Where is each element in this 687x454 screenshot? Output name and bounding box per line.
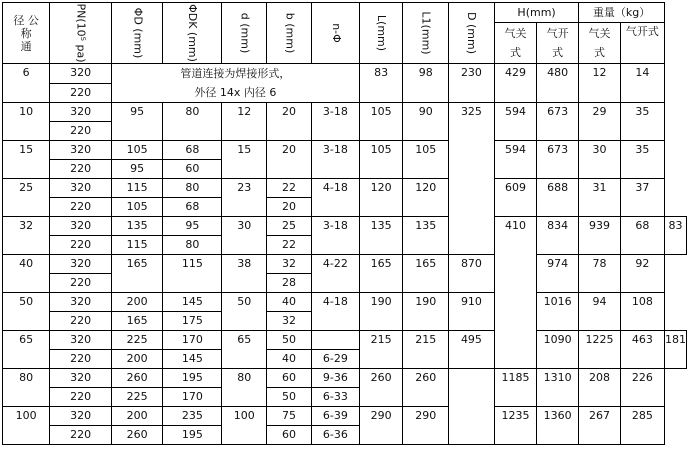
cell-phi-d: 225 <box>111 388 163 407</box>
cell-pn: 220 <box>50 426 111 445</box>
cell-w-open: 108 <box>620 293 664 331</box>
cell-d: 80 <box>222 369 267 407</box>
cell-w-close: 12 <box>579 64 620 103</box>
table-row <box>3 407 687 426</box>
cell-pn: 220 <box>50 198 111 217</box>
cell-h-open: 673 <box>537 103 579 141</box>
cell-h-open: 974 <box>537 255 579 293</box>
cell-l: 120 <box>359 179 403 217</box>
table-row <box>3 369 687 388</box>
header-phi-dk: ΦDK (mm) <box>163 3 222 64</box>
cell-h-open: 1360 <box>537 407 579 445</box>
cell-phi-d: 165 <box>111 312 163 331</box>
table-row <box>3 331 687 350</box>
header-dn <box>3 3 50 64</box>
cell-l: 190 <box>359 293 403 331</box>
cell-w-open: 37 <box>620 179 664 217</box>
cell-pn: 320 <box>50 369 111 388</box>
cell-dn: 15 <box>3 141 50 179</box>
cell-l1: 190 <box>403 293 449 331</box>
header-h-open: 气开 式 <box>537 23 579 64</box>
table-row <box>3 179 687 198</box>
cell-phi-d: 200 <box>111 293 163 312</box>
cell-pn: 320 <box>50 255 111 274</box>
header-d: d (mm) <box>222 3 267 64</box>
cell-w-close: 31 <box>579 179 620 217</box>
cell-w-close: 29 <box>579 103 620 141</box>
cell-b: 40 <box>267 350 312 369</box>
cell-l: 135 <box>359 217 403 255</box>
table-row <box>3 255 687 274</box>
cell-phi-dk: 145 <box>163 293 222 312</box>
cell-h-open: 480 <box>537 64 579 103</box>
cell-n-phi: 3-18 <box>311 103 359 141</box>
cell-b: 20 <box>267 103 312 141</box>
table-row <box>3 293 687 312</box>
cell-pn: 220 <box>50 83 111 103</box>
header-l1: L1(mm) <box>403 3 449 64</box>
cell-w-close: 78 <box>579 255 620 293</box>
cell-d: 100 <box>222 407 267 445</box>
cell-phi-d: 105 <box>111 198 163 217</box>
cell-phi-d: 95 <box>111 160 163 179</box>
weld-note <box>111 64 359 103</box>
cell-d: 38 <box>222 255 267 293</box>
cell-n-phi: 6-36 <box>311 426 359 445</box>
header-row <box>3 3 687 23</box>
table-row <box>3 64 687 84</box>
cell-phi-dk: 235 <box>163 407 222 426</box>
cell-n-phi: 3-18 <box>311 141 359 179</box>
cell-dn: 40 <box>3 255 50 293</box>
cell-n-phi: 6-33 <box>311 388 359 407</box>
cell-b: 22 <box>267 179 312 198</box>
header-big-d: D (mm) <box>448 3 494 64</box>
cell-n-phi: 4-18 <box>311 179 359 217</box>
cell-l: 290 <box>359 407 403 445</box>
header-w-close: 气关 式 <box>579 23 620 64</box>
cell-l: 105 <box>359 141 403 179</box>
cell-phi-d: 95 <box>111 103 163 141</box>
cell-big-d: 410 <box>494 217 536 369</box>
cell-h-close: 1090 <box>537 331 579 369</box>
cell-h-close: 594 <box>494 141 536 179</box>
cell-pn: 320 <box>50 103 111 122</box>
weld-note-line1: 管道连接为焊接形式， <box>180 67 291 80</box>
cell-w-open: 226 <box>620 369 664 407</box>
cell-w-open: 83 <box>665 217 687 255</box>
cell-phi-dk: 68 <box>163 141 222 160</box>
cell-h-close: 429 <box>494 64 536 103</box>
cell-pn: 220 <box>50 122 111 141</box>
cell-phi-d: 105 <box>111 141 163 160</box>
header-h-close: 气关 式 <box>494 23 536 64</box>
cell-phi-dk: 195 <box>163 426 222 445</box>
header-b: b (mm) <box>267 3 312 64</box>
cell-phi-dk: 170 <box>163 388 222 407</box>
cell-b: 20 <box>267 141 312 179</box>
cell-w-close: 30 <box>579 141 620 179</box>
cell-h-open: 673 <box>537 141 579 179</box>
cell-l1: 165 <box>403 255 449 293</box>
cell-phi-d: 200 <box>111 407 163 426</box>
header-l: L(mm) <box>359 3 403 64</box>
cell-n-phi: 9-36 <box>311 369 359 388</box>
cell-l: 165 <box>359 255 403 293</box>
cell-phi-dk: 170 <box>163 331 222 350</box>
cell-d: 30 <box>222 217 267 255</box>
cell-h-open: 1225 <box>579 331 620 369</box>
cell-l1: 135 <box>403 217 449 255</box>
cell-pn: 320 <box>50 217 111 236</box>
cell-n-phi: 4-18 <box>311 293 359 331</box>
cell-w-close: 463 <box>620 331 664 369</box>
cell-phi-dk: 145 <box>163 350 222 369</box>
cell-d: 65 <box>222 331 267 369</box>
cell-n-phi: 6-29 <box>311 350 359 369</box>
cell-pn: 220 <box>50 350 111 369</box>
cell-h-open: 1310 <box>537 369 579 407</box>
cell-l1: 98 <box>403 64 449 103</box>
spec-table-wrapper <box>2 2 687 445</box>
cell-phi-d: 200 <box>111 350 163 369</box>
cell-dn: 65 <box>3 331 50 369</box>
cell-w-close: 208 <box>579 369 620 407</box>
cell-w-close: 94 <box>579 293 620 331</box>
cell-b: 60 <box>267 426 312 445</box>
cell-l1: 105 <box>403 141 449 179</box>
cell-phi-dk: 80 <box>163 179 222 198</box>
cell-phi-dk: 60 <box>163 160 222 179</box>
cell-big-d <box>448 369 494 445</box>
valve-spec-table <box>2 2 687 445</box>
header-n-phi: n-Φ <box>311 3 359 64</box>
cell-l: 83 <box>359 64 403 103</box>
cell-pn: 320 <box>50 407 111 426</box>
cell-phi-dk: 80 <box>163 103 222 141</box>
cell-h-open: 939 <box>579 217 620 255</box>
cell-phi-d: 225 <box>111 331 163 350</box>
cell-l1: 260 <box>403 369 449 407</box>
cell-n-phi: 6-39 <box>311 407 359 426</box>
cell-h-close: 870 <box>448 255 494 293</box>
cell-h-close: 834 <box>537 217 579 255</box>
cell-w-open: 92 <box>620 255 664 293</box>
cell-w-close: 267 <box>579 407 620 445</box>
cell-phi-dk: 175 <box>163 312 222 331</box>
cell-l1: 290 <box>403 407 449 445</box>
cell-l: 105 <box>359 103 403 141</box>
cell-n-phi: 3-18 <box>311 217 359 255</box>
cell-phi-d: 115 <box>111 236 163 255</box>
cell-w-close: 68 <box>620 217 664 255</box>
cell-b: 60 <box>267 369 312 388</box>
cell-dn: 10 <box>3 103 50 141</box>
header-h: H(mm) <box>494 3 578 23</box>
cell-d: 23 <box>222 179 267 217</box>
cell-w-open: 181 <box>665 331 687 369</box>
cell-pn: 320 <box>50 293 111 312</box>
cell-pn: 320 <box>50 331 111 350</box>
cell-pn: 320 <box>50 64 111 84</box>
cell-w-open: 285 <box>620 407 664 445</box>
cell-h-close: 1185 <box>494 369 536 407</box>
cell-phi-dk: 68 <box>163 198 222 217</box>
cell-dn: 80 <box>3 369 50 407</box>
cell-d: 15 <box>222 141 267 179</box>
cell-b: 32 <box>267 312 312 331</box>
cell-phi-dk: 95 <box>163 217 222 236</box>
cell-b: 40 <box>267 293 312 312</box>
cell-phi-dk: 195 <box>163 369 222 388</box>
cell-w-open: 35 <box>620 103 664 141</box>
cell-phi-d: 115 <box>111 179 163 198</box>
header-w-open: 气开式 <box>620 23 664 64</box>
header-dn-label: 径 公 称 通 <box>13 13 39 53</box>
cell-h-close: 1235 <box>494 407 536 445</box>
cell-big-d: 230 <box>448 64 494 103</box>
cell-w-open: 35 <box>620 141 664 179</box>
header-phi-d: ΦD (mm) <box>111 3 163 64</box>
cell-h-close: 609 <box>494 179 536 217</box>
cell-b: 50 <box>267 388 312 407</box>
table-row <box>3 103 687 122</box>
cell-l: 215 <box>359 331 403 369</box>
cell-l1: 215 <box>403 331 449 369</box>
cell-b: 22 <box>267 236 312 255</box>
cell-dn: 100 <box>3 407 50 445</box>
cell-l1: 90 <box>403 103 449 141</box>
header-weight: 重量（kg） <box>579 3 665 23</box>
cell-pn: 220 <box>50 160 111 179</box>
cell-b: 50 <box>267 331 312 350</box>
cell-b: 28 <box>267 274 312 293</box>
table-row <box>3 217 687 236</box>
cell-h-close: 594 <box>494 103 536 141</box>
cell-phi-d: 260 <box>111 369 163 388</box>
cell-l1: 120 <box>403 179 449 217</box>
cell-n-phi <box>311 331 359 350</box>
cell-pn: 220 <box>50 312 111 331</box>
cell-pn: 220 <box>50 236 111 255</box>
cell-b: 32 <box>267 255 312 274</box>
cell-d: 12 <box>222 103 267 141</box>
cell-pn: 220 <box>50 388 111 407</box>
weld-note-line2: 外径 14x 内径 6 <box>194 86 277 99</box>
cell-phi-d: 260 <box>111 426 163 445</box>
cell-h-close: 910 <box>448 293 494 331</box>
cell-big-d: 325 <box>448 103 494 255</box>
cell-h-open: 688 <box>537 179 579 217</box>
cell-dn: 32 <box>3 217 50 255</box>
cell-phi-d: 135 <box>111 217 163 236</box>
cell-d: 50 <box>222 293 267 331</box>
cell-phi-dk: 80 <box>163 236 222 255</box>
cell-phi-d: 165 <box>111 255 163 293</box>
cell-b: 25 <box>267 217 312 236</box>
cell-phi-dk: 115 <box>163 255 222 293</box>
cell-dn: 50 <box>3 293 50 331</box>
cell-big-d: 495 <box>448 331 494 369</box>
cell-pn: 320 <box>50 179 111 198</box>
cell-dn: 6 <box>3 64 50 103</box>
cell-pn: 220 <box>50 274 111 293</box>
cell-l: 260 <box>359 369 403 407</box>
cell-b: 20 <box>267 198 312 217</box>
cell-w-open: 14 <box>620 64 664 103</box>
header-pn: PN(10⁵ pa) <box>50 3 111 64</box>
cell-dn: 25 <box>3 179 50 217</box>
cell-h-open: 1016 <box>537 293 579 331</box>
table-row <box>3 141 687 160</box>
cell-pn: 320 <box>50 141 111 160</box>
cell-n-phi: 4-22 <box>311 255 359 293</box>
cell-b: 75 <box>267 407 312 426</box>
